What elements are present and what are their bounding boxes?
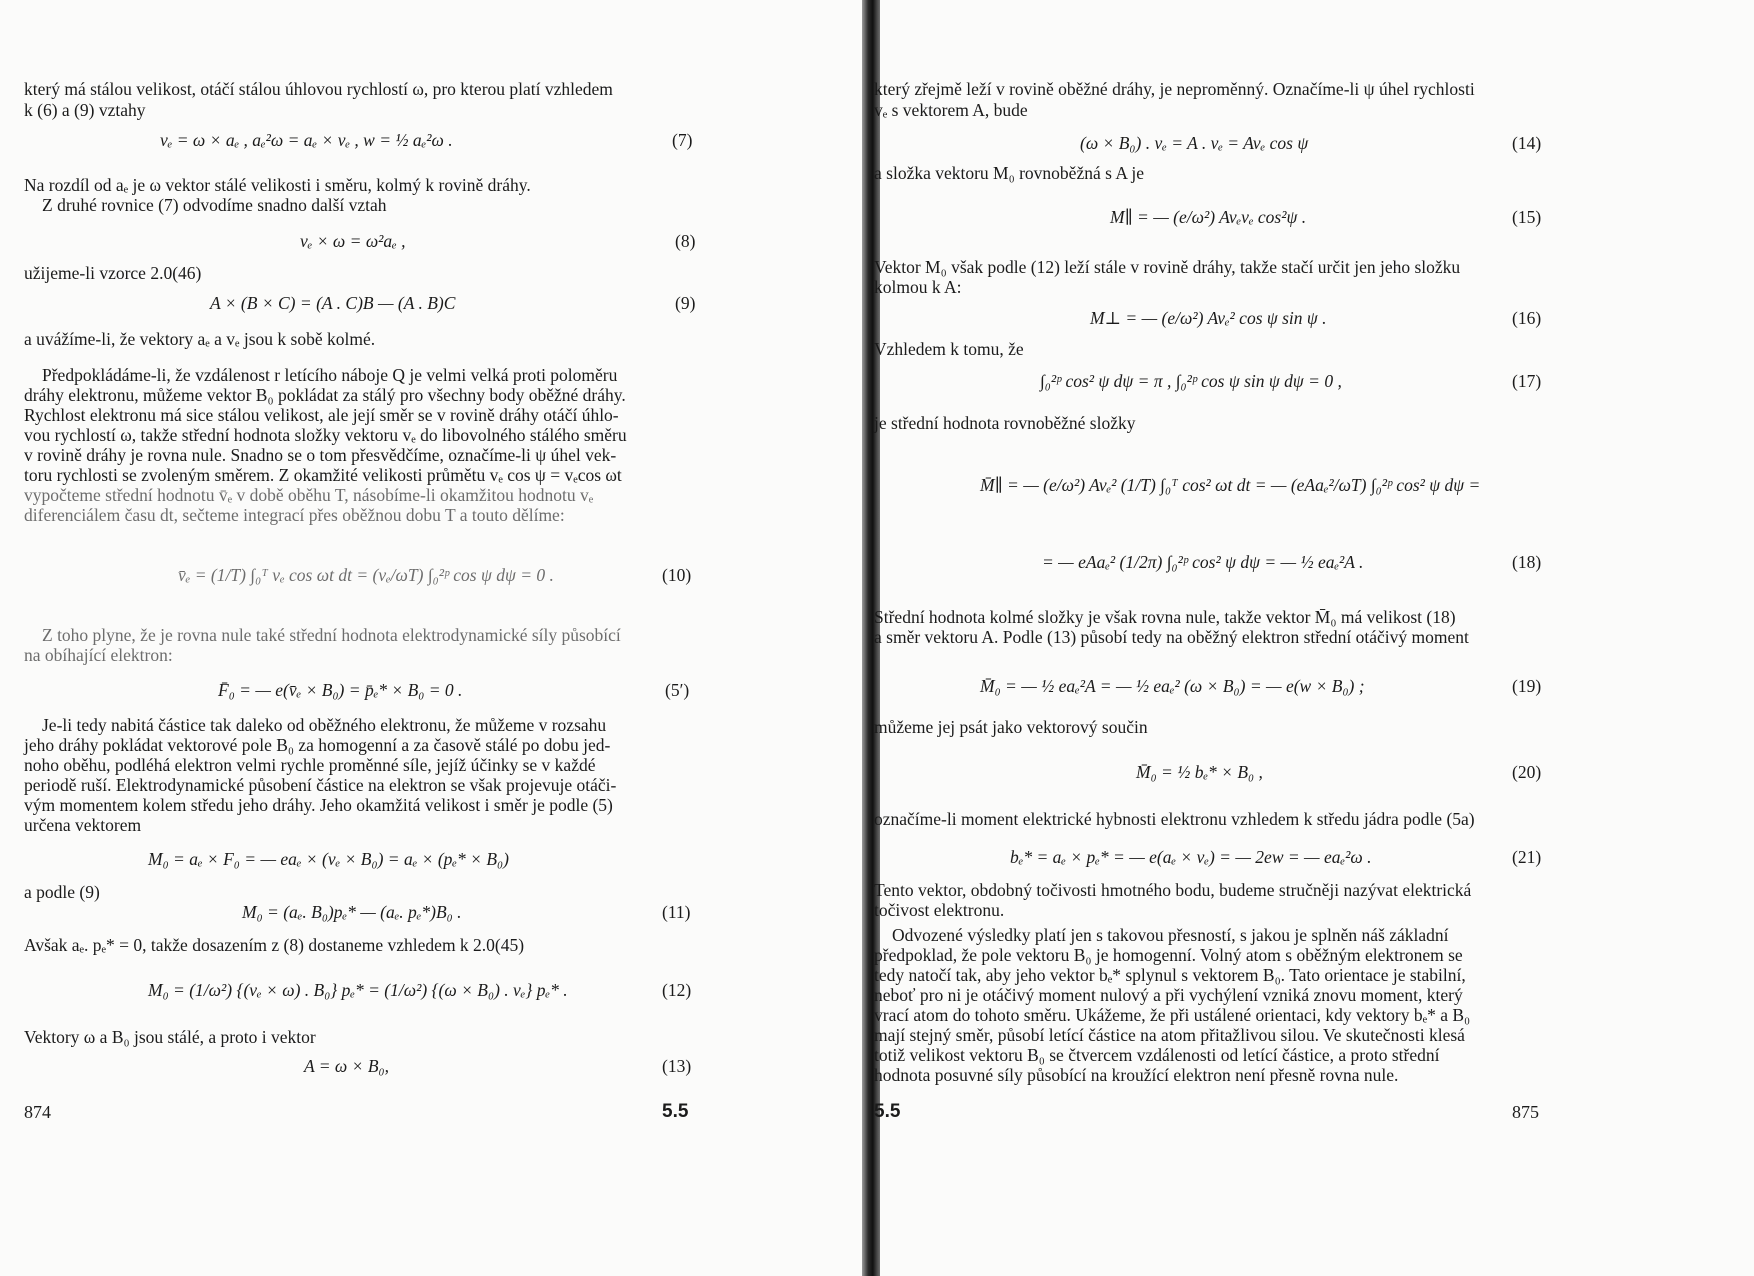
equation-5-prime: F̄₀ = — e(v̄ₑ × B₀) = p̄ₑ* × B₀ = 0 . bbox=[218, 680, 463, 700]
text-line: vypočteme střední hodnotu v̄ₑ v době oběhu T, násobíme-li okamžitou hodnotu vₑ bbox=[24, 485, 594, 505]
equation-17: ∫₀²ᵖ cos² ψ dψ = π , ∫₀²ᵖ cos ψ sin ψ dψ = 0 , bbox=[1040, 371, 1342, 391]
equation-16: M⊥ = — (e/ω²) Avₑ² cos ψ sin ψ . bbox=[1090, 308, 1327, 328]
text-line: v rovině dráhy je rovna nule. Snadno se o tom přesvědčíme, označíme-li ψ úhel vek- bbox=[24, 445, 617, 465]
equation-number: (21) bbox=[1512, 847, 1542, 867]
text-line: toru rychlosti se zvoleným směrem. Z okamžité velikosti průmětu vₑ cos ψ = vₑcos ωt bbox=[24, 465, 622, 485]
equation-number: (20) bbox=[1512, 762, 1542, 782]
text-line: na obíhající elektron: bbox=[24, 645, 173, 665]
equation-number: (14) bbox=[1512, 133, 1542, 153]
text-line: Tento vektor, obdobný točivosti hmotného bodu, budeme stručněji nazývat elektrická bbox=[874, 880, 1472, 900]
equation-9: A × (B × C) = (A . C)B — (A . B)C bbox=[210, 293, 456, 313]
equation-18a: M̄∥ = — (e/ω²) Avₑ² (1/T) ∫₀ᵀ cos² ωt dt = — (eAaₑ²/ωT) ∫₀²ᵖ cos² ψ dψ = bbox=[980, 475, 1481, 495]
equation-19: M̄₀ = — ½ eaₑ²A = — ½ eaₑ² (ω × B₀) = — e(w × B₀) ; bbox=[980, 676, 1365, 696]
text-line: je střední hodnota rovnoběžné složky bbox=[874, 413, 1136, 433]
text-line: můžeme jej psát jako vektorový součin bbox=[874, 717, 1148, 737]
text-line: užijeme-li vzorce 2.0(46) bbox=[24, 263, 202, 283]
text-line: Avšak aₑ. pₑ* = 0, takže dosazením z (8) dostaneme vzhledem k 2.0(45) bbox=[24, 935, 525, 955]
equation-20: M̄₀ = ½ bₑ* × B₀ , bbox=[1136, 762, 1263, 782]
equation-number: (15) bbox=[1512, 207, 1542, 227]
text-line: Vzhledem k tomu, že bbox=[874, 339, 1024, 359]
text-line: tedy natočí tak, aby jeho vektor bₑ* splynul s vektorem B₀. Tato orientace je stabilní, bbox=[874, 965, 1466, 985]
equation-11: M₀ = (aₑ. B₀)pₑ* — (aₑ. pₑ*)B₀ . bbox=[242, 902, 462, 922]
equation-12: M₀ = (1/ω²) {(vₑ × ω) . B₀} pₑ* = (1/ω²) {(ω × B₀) . vₑ} pₑ* . bbox=[148, 980, 568, 1000]
text-line: a složka vektoru M₀ rovnoběžná s A je bbox=[874, 163, 1144, 183]
text-line: kolmou k A: bbox=[874, 277, 962, 297]
equation-21: bₑ* = aₑ × pₑ* = — e(aₑ × vₑ) = — 2ew = — eaₑ²ω . bbox=[1010, 847, 1372, 867]
text-line: a směr vektoru A. Podle (13) působí tedy na oběžný elektron střední otáčivý moment bbox=[874, 627, 1469, 647]
text-line: Vektory ω a B₀ jsou stálé, a proto i vektor bbox=[24, 1027, 316, 1047]
section-number: 5.5 bbox=[662, 1101, 689, 1122]
equation-14: (ω × B₀) . vₑ = A . vₑ = Avₑ cos ψ bbox=[1080, 133, 1309, 153]
equation-number: (17) bbox=[1512, 371, 1542, 391]
equation-number: (11) bbox=[662, 902, 691, 922]
equation-number: (10) bbox=[662, 565, 692, 585]
text-line: neboť pro ni je otáčivý moment nulový a při vychýlení vzniká znovu moment, který bbox=[874, 985, 1463, 1005]
equation-number: (5′) bbox=[665, 680, 690, 700]
equation-number: (16) bbox=[1512, 308, 1542, 328]
text-line: totiž velikost vektoru B₀ se čtvercem vzdálenosti od letící částice, a proto střední bbox=[874, 1045, 1440, 1065]
page-number: 875 bbox=[1512, 1102, 1539, 1122]
text-line: dráhy elektronu, můžeme vektor B₀ pokládat za stálý pro všechny body oběžné dráhy. bbox=[24, 385, 626, 405]
right-page bbox=[874, 0, 1754, 1276]
text-line: vou rychlostí ω, takže střední hodnota složky vektoru vₑ do libovolného stálého směru bbox=[24, 425, 627, 445]
text-line: Z druhé rovnice (7) odvodíme snadno další vztah bbox=[42, 195, 387, 215]
equation-unnumbered: M₀ = aₑ × F₀ = — eaₑ × (vₑ × B₀) = aₑ × (pₑ* × B₀) bbox=[148, 849, 509, 869]
equation-number: (18) bbox=[1512, 552, 1542, 572]
text-line: který zřejmě leží v rovině oběžné dráhy, je neproměnný. Označíme-li ψ úhel rychlosti bbox=[874, 79, 1475, 99]
equation-number: (13) bbox=[662, 1056, 692, 1076]
equation-8: vₑ × ω = ω²aₑ , bbox=[300, 231, 406, 251]
equation-number: (9) bbox=[675, 293, 696, 313]
text-line: Je-li tedy nabitá částice tak daleko od oběžného elektronu, že můžeme v rozsahu bbox=[42, 715, 607, 735]
text-line: určena vektorem bbox=[24, 815, 142, 835]
text-line: Předpokládáme-li, že vzdálenost r letícího náboje Q je velmi velká proti poloměru bbox=[42, 365, 618, 385]
text-line: mají stejný směr, působí letící částice na atom přitažlivou silou. Ve skutečnosti klesá bbox=[874, 1025, 1465, 1045]
text-line: diferenciálem času dt, sečteme integrací přes oběžnou dobu T a touto dělíme: bbox=[24, 505, 565, 525]
text-line: vₑ s vektorem A, bude bbox=[874, 100, 1028, 120]
equation-number: (19) bbox=[1512, 676, 1542, 696]
text-line: a uvážíme-li, že vektory aₑ a vₑ jsou k sobě kolmé. bbox=[24, 329, 376, 349]
text-line: točivost elektronu. bbox=[874, 900, 1005, 920]
text-line: Střední hodnota kolmé složky je však rovna nule, takže vektor M̄₀ má velikost (18) bbox=[874, 607, 1456, 627]
text-line: noho oběhu, podléhá elektron velmi rychle proměnné síle, jejíž účinky se v každé bbox=[24, 755, 596, 775]
equation-13: A = ω × B₀, bbox=[304, 1056, 389, 1076]
text-line: jeho dráhy pokládat vektorové pole B₀ za homogenní a za časově stálé po dobu jed- bbox=[24, 735, 611, 755]
text-line: Rychlost elektronu má sice stálou velikost, ale její směr se v rovině dráhy otáčí úhlo- bbox=[24, 405, 619, 425]
text-line: periodě ruší. Elektrodynamické působení částice na elektron se však projevuje otáči- bbox=[24, 775, 617, 795]
text-line: vrací atom do tohoto směru. Ukážeme, že při ustálené orientaci, kdy vektory bₑ* a B₀ bbox=[874, 1005, 1471, 1025]
equation-7: vₑ = ω × aₑ , aₑ²ω = aₑ × vₑ , w = ½ aₑ²ω . bbox=[160, 130, 453, 150]
page-number: 874 bbox=[24, 1102, 51, 1122]
equation-number: (12) bbox=[662, 980, 692, 1000]
text-line: který má stálou velikost, otáčí stálou úhlovou rychlostí ω, pro kterou platí vzhledem bbox=[24, 79, 613, 99]
text-line: hodnota posuvné síly působící na kroužící elektron není přesně rovna nule. bbox=[874, 1065, 1399, 1085]
text-line: k (6) a (9) vztahy bbox=[24, 100, 146, 120]
text-line: a podle (9) bbox=[24, 882, 100, 902]
text-line: Na rozdíl od aₑ je ω vektor stálé velikosti i směru, kolmý k rovině dráhy. bbox=[24, 175, 531, 195]
text-line: vým momentem kolem středu jeho dráhy. Jeho okamžitá velikost i směr je podle (5) bbox=[24, 795, 613, 815]
equation-10: v̄ₑ = (1/T) ∫₀ᵀ vₑ cos ωt dt = (vₑ/ωT) ∫₀²ᵖ cos ψ dψ = 0 . bbox=[178, 565, 554, 585]
text-line: Odvozené výsledky platí jen s takovou přesností, s jakou je splněn náš základní bbox=[892, 925, 1449, 945]
equation-number: (8) bbox=[675, 231, 696, 251]
text-line: označíme-li moment elektrické hybnosti elektronu vzhledem k středu jádra podle (5a) bbox=[874, 809, 1475, 829]
text-line: předpoklad, že pole vektoru B₀ je homogenní. Volný atom s oběžným elektronem se bbox=[874, 945, 1463, 965]
text-line: Vektor M₀ však podle (12) leží stále v rovině dráhy, takže stačí určit jen jeho složku bbox=[874, 257, 1461, 277]
equation-number: (7) bbox=[672, 130, 693, 150]
equation-18b: = — eAaₑ² (1/2π) ∫₀²ᵖ cos² ψ dψ = — ½ eaₑ²A . bbox=[1042, 552, 1364, 572]
left-page bbox=[0, 0, 862, 1276]
text-line: Z toho plyne, že je rovna nule také střední hodnota elektrodynamické síly působící bbox=[42, 625, 621, 645]
equation-15: M∥ = — (e/ω²) Avₑvₑ cos²ψ . bbox=[1110, 207, 1307, 227]
section-number: 5.5 bbox=[874, 1101, 901, 1122]
